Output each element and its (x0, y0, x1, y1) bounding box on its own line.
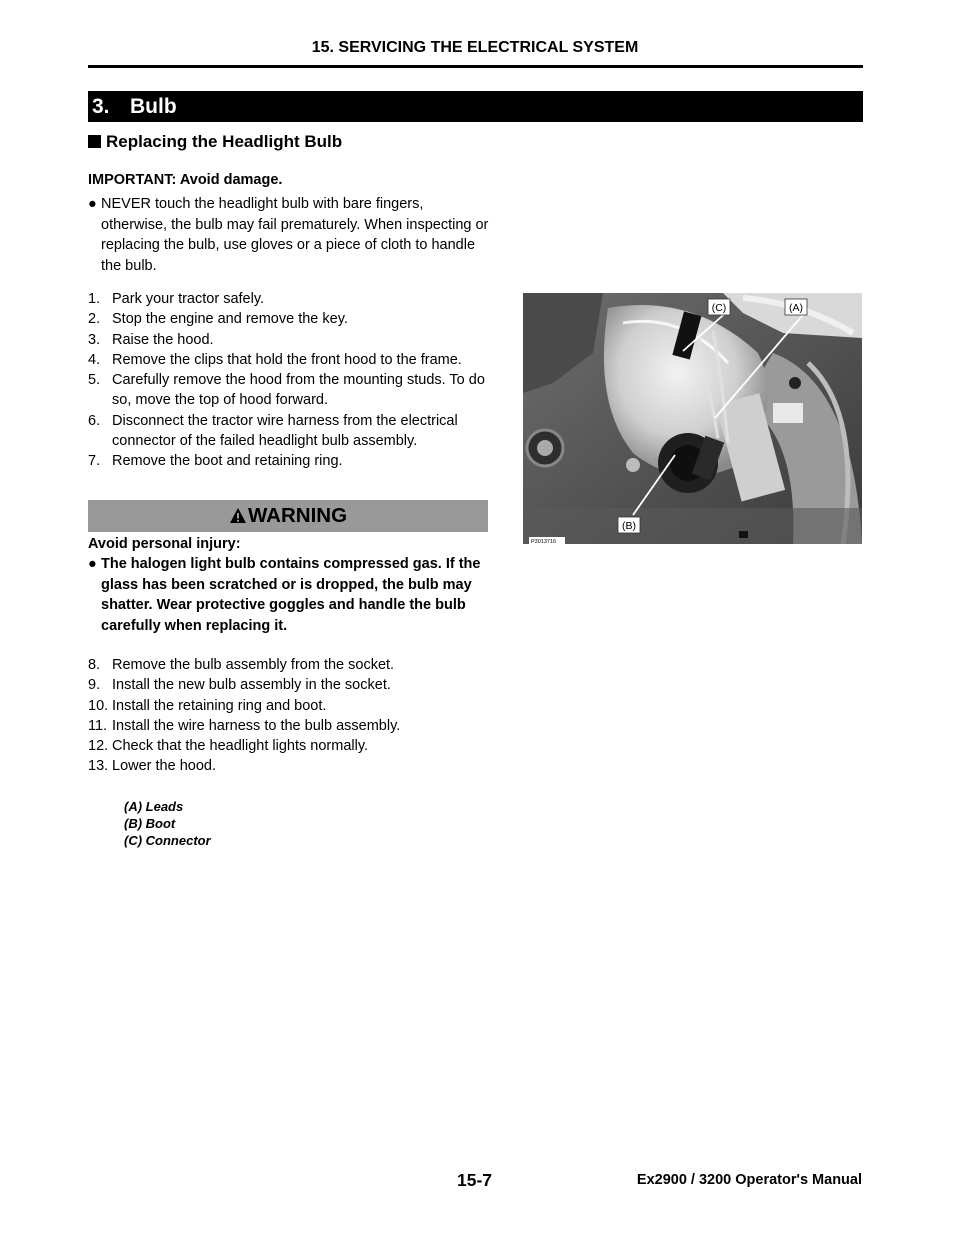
step-number: 8. (88, 657, 101, 673)
legend-item-leads: (A) Leads (124, 799, 184, 814)
manual-title: Ex2900 / 3200 Operator's Manual (636, 1172, 862, 1188)
list-item (88, 696, 498, 716)
step-text: Install the wire harness to the bulb assembly. (112, 717, 401, 734)
warning-bullet-text: The halogen light bulb contains compressed gas. If the glass has been scratched or is dropped, the bulb may shatter. Wear protective goggles and handle the bulb carefully when replacing it. (101, 556, 481, 634)
step-number: 13. (88, 758, 109, 775)
list-item (88, 370, 498, 411)
camera-icon (739, 531, 748, 538)
list-item (88, 289, 498, 309)
step-number: 10. (88, 697, 109, 714)
step-text: Carefully remove the hood from the mounting studs. To do so, move the top of hood forward. (112, 372, 485, 409)
list-item (88, 350, 498, 370)
step-text: Stop the engine and remove the key. (112, 311, 348, 328)
figure-legend (124, 798, 211, 849)
warning-bar (88, 500, 488, 532)
headlight-photo (523, 293, 862, 544)
step-text: Raise the hood. (112, 331, 214, 348)
legend-item-connector: (C) Connector (124, 833, 211, 848)
step-text: Park your tractor safely. (112, 291, 265, 307)
list-item (88, 411, 498, 452)
step-text: Disconnect the tractor wire harness from the electrical connector of the failed headlight bulb assembly. (112, 412, 458, 450)
list-item (88, 716, 498, 736)
list-item (88, 655, 498, 675)
steps-list-first (88, 289, 498, 472)
bullet-dot: ● (88, 556, 97, 572)
header-rule (88, 65, 863, 68)
warning-triangle-icon (229, 507, 247, 524)
list-item (88, 675, 498, 695)
step-number: 9. (88, 677, 101, 694)
step-number: 2. (88, 311, 101, 328)
callout-a-label: (A) (789, 302, 803, 314)
step-number: 5. (88, 372, 101, 389)
running-header: 15. SERVICING THE ELECTRICAL SYSTEM (311, 39, 639, 56)
callout-c-label: (C) (711, 302, 727, 314)
subsection-title (88, 132, 342, 152)
warning-title: Avoid personal injury: (88, 536, 241, 552)
callout-b-label: (B) (622, 520, 636, 532)
list-item (88, 736, 498, 756)
step-text: Lower the hood. (112, 758, 216, 775)
list-item (88, 309, 498, 329)
important-title: IMPORTANT: Avoid damage. (88, 172, 283, 188)
step-text: Check that the headlight lights normally. (112, 738, 369, 755)
step-number: 11. (88, 717, 108, 734)
step-text: Remove the boot and retaining ring. (112, 453, 343, 470)
subsection-title-text: Replacing the Headlight Bulb (106, 132, 343, 151)
square-bullet-icon (88, 135, 101, 148)
bullet-dot: ● (88, 196, 97, 212)
step-number: 1. (88, 291, 101, 307)
step-text: Install the retaining ring and boot. (112, 697, 327, 714)
list-item (88, 330, 498, 350)
section-title-bar (88, 91, 863, 122)
important-bullet (88, 194, 493, 276)
section-number: 3. (92, 95, 110, 118)
step-text: Remove the bulb assembly from the socket. (112, 657, 395, 673)
steps-list-second (88, 655, 498, 777)
step-text: Install the new bulb assembly in the socket. (112, 677, 391, 694)
step-number: 6. (88, 412, 101, 429)
step-number: 7. (88, 453, 101, 470)
warning-bullet (88, 554, 493, 636)
list-item (88, 451, 498, 471)
step-number: 12. (88, 738, 109, 755)
section-title: Bulb (130, 95, 177, 118)
step-number: 3. (88, 331, 101, 348)
photo-id-label: P3013716 (531, 539, 557, 544)
legend-item-boot: (B) Boot (124, 816, 176, 831)
list-item (88, 756, 498, 776)
page-number: 15-7 (457, 1170, 493, 1190)
warning-label: WARNING (247, 504, 348, 527)
step-number: 4. (88, 351, 101, 368)
important-bullet-text: NEVER touch the headlight bulb with bare fingers, otherwise, the bulb may fail prematurely. When inspecting or replacing the bulb, use gloves or a piece of cloth to handle the bulb. (101, 196, 489, 274)
step-text: Remove the clips that hold the front hood to the frame. (112, 351, 462, 368)
